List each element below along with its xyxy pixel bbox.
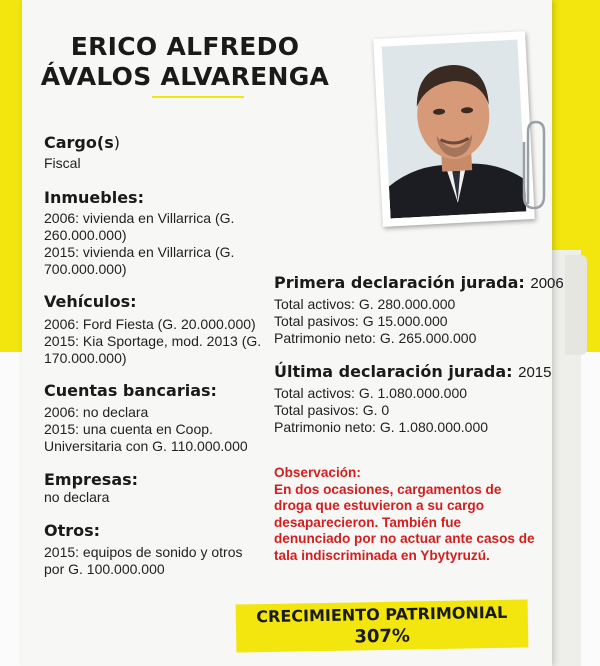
- crecimiento-banner: [236, 599, 529, 652]
- paperclip-icon: [520, 118, 548, 214]
- cuentas-list: [44, 404, 248, 455]
- vehiculos-line: 170.000.000): [44, 350, 127, 366]
- primera-declaracion-list: [274, 296, 476, 347]
- observacion-block: [274, 465, 535, 564]
- primera-year: 2006: [530, 275, 564, 292]
- primera-declaracion-heading: Primera declaración jurada: 2006: [274, 273, 564, 292]
- cuentas-line: 2015: una cuenta en Coop.: [44, 421, 213, 437]
- inmuebles-list: [44, 210, 234, 278]
- ultima-declaracion-heading: Última declaración jurada: 2015: [274, 362, 552, 381]
- observacion-line: En dos ocasiones, cargamentos de: [274, 481, 502, 497]
- empresas-heading: Empresas:: [44, 470, 139, 489]
- observacion-title: Observación:: [274, 465, 361, 480]
- ultima-line: Total pasivos: G. 0: [274, 402, 390, 418]
- otros-line: 2015: equipos de sonido y otros: [44, 544, 243, 560]
- observacion-line: denunciado por no actuar ante casos de: [274, 531, 535, 546]
- primera-line: Patrimonio neto: G. 265.000.000: [274, 330, 477, 346]
- name-line-1: ERICO ALFREDO: [70, 32, 300, 61]
- crecimiento-label: CRECIMIENTO PATRIMONIAL: [256, 602, 508, 627]
- otros-line: por G. 100.000.000: [44, 561, 165, 577]
- observacion-line: droga que estuvieron a su cargo: [274, 498, 484, 513]
- folder-tab: [565, 255, 587, 355]
- observacion-line: desaparecieron. También fue: [274, 514, 462, 530]
- person-name: [40, 32, 330, 92]
- ultima-line: Patrimonio neto: G. 1.080.000.000: [274, 419, 489, 435]
- inmuebles-line: 2006: vivienda en Villarrica (G.: [44, 210, 235, 226]
- inmuebles-line: 2015: vivienda en Villarrica (G.: [44, 244, 235, 260]
- portrait-illustration: [382, 40, 527, 219]
- cargo-heading: Cargo(s): [44, 133, 120, 152]
- vehiculos-line: 2006: Ford Fiesta (G. 20.000.000): [44, 316, 256, 332]
- name-line-2: ÁVALOS ALVARENGA: [40, 62, 330, 91]
- cargo-value: Fiscal: [44, 155, 81, 171]
- otros-list: [44, 544, 242, 578]
- ultima-declaracion-list: [274, 385, 488, 436]
- inmuebles-line: 700.000.000): [44, 261, 127, 277]
- empresas-value: no declara: [44, 489, 110, 505]
- inmuebles-heading: Inmuebles:: [44, 188, 144, 207]
- vehiculos-list: [44, 316, 261, 367]
- cuentas-heading: Cuentas bancarias:: [44, 381, 217, 400]
- primera-line: Total activos: G. 280.000.000: [274, 296, 456, 312]
- cuentas-line: Universitaria con G. 110.000.000: [44, 438, 248, 454]
- observacion-line: tala indiscriminada en Ybytyruzú.: [274, 547, 490, 563]
- ultima-year: 2015: [518, 364, 552, 381]
- inmuebles-line: 260.000.000): [44, 227, 127, 243]
- ultima-line: Total activos: G. 1.080.000.000: [274, 385, 468, 401]
- primera-line: Total pasivos: G 15.000.000: [274, 313, 448, 329]
- otros-heading: Otros:: [44, 521, 101, 540]
- cuentas-line: 2006: no declara: [44, 404, 149, 420]
- title-underline: [152, 96, 244, 98]
- vehiculos-line: 2015: Kia Sportage, mod. 2013 (G.: [44, 333, 262, 349]
- crecimiento-value: 307%: [354, 625, 411, 648]
- portrait-photo: [373, 31, 535, 227]
- vehiculos-heading: Vehículos:: [44, 292, 137, 311]
